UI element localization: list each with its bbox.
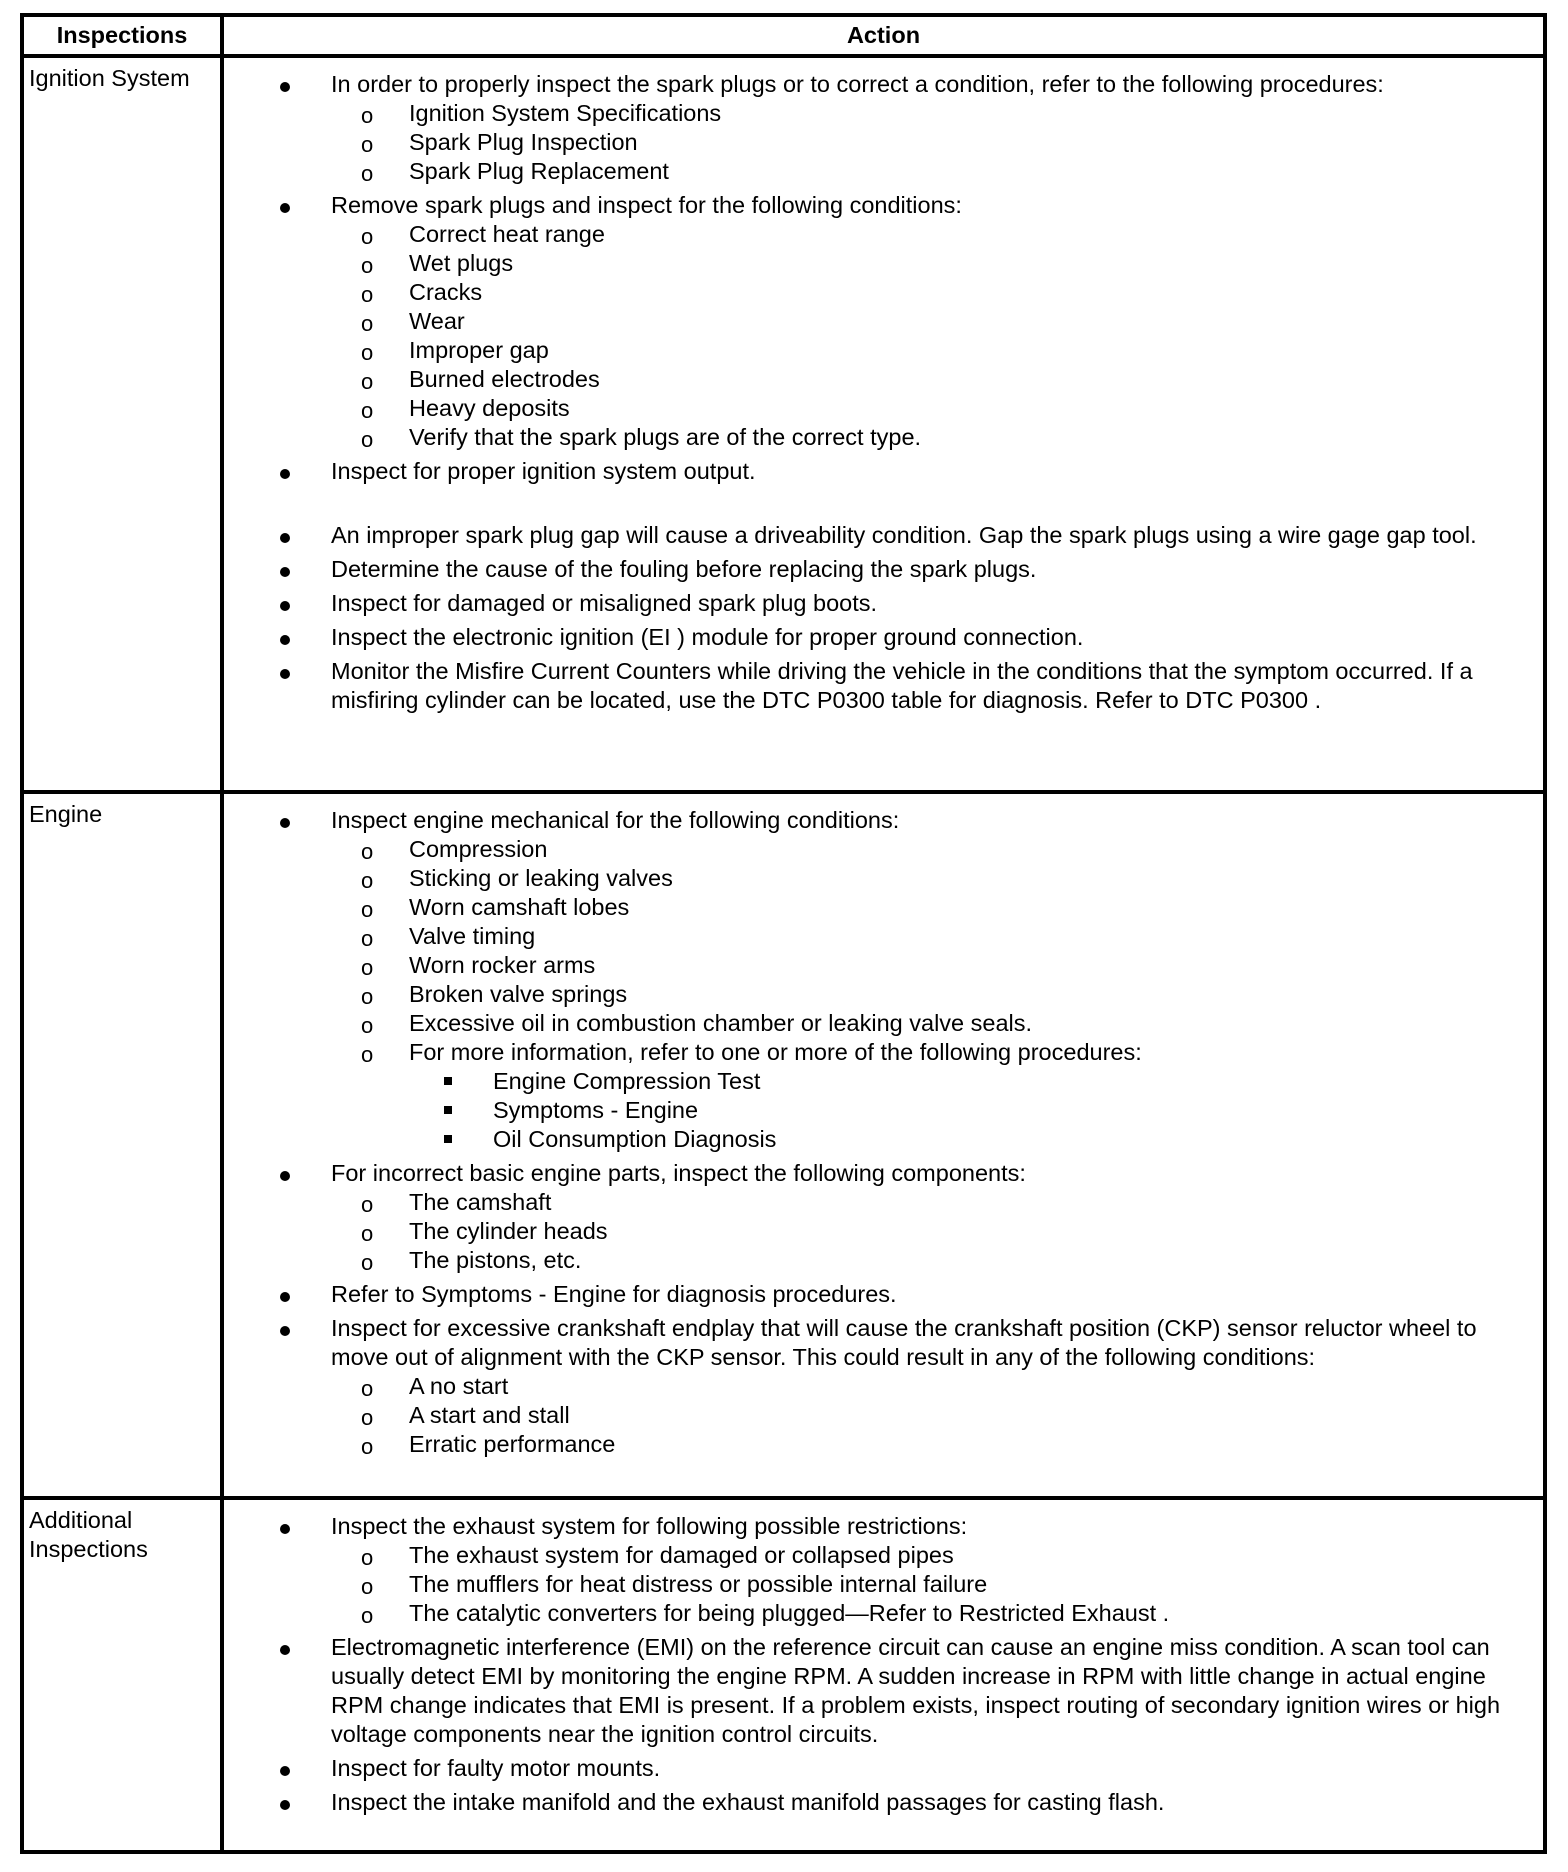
sub-list (308, 99, 1537, 186)
sub-item-text: A no start (409, 1373, 509, 1399)
inspection-cell: Additional Inspections (22, 1498, 222, 1852)
circle-bullet-icon: o (361, 1603, 374, 1628)
list-item-text: Inspect engine mechanical for the following conditions: (331, 807, 900, 833)
sub-item-text: Burned electrodes (409, 366, 600, 392)
action-list (224, 806, 1537, 1459)
sub-sub-list-item (392, 1067, 1537, 1096)
list-item (224, 555, 1537, 584)
sub-list-item (308, 1430, 1537, 1459)
circle-bullet-icon: o (361, 984, 374, 1009)
sub-list-item (308, 220, 1537, 249)
circle-bullet-icon: o (361, 311, 374, 336)
sub-list-item (308, 249, 1537, 278)
sub-item-text: The pistons, etc. (409, 1247, 582, 1273)
header-inspections: Inspections (22, 15, 222, 56)
bullet-icon (280, 469, 290, 479)
circle-bullet-icon: o (361, 427, 374, 452)
spacer (224, 491, 1537, 521)
list-item-text: In order to properly inspect the spark plugs or to correct a condition, refer to the following procedures: (331, 71, 1384, 97)
list-item (224, 1314, 1537, 1459)
list-item (224, 521, 1537, 550)
bullet-icon (280, 567, 290, 577)
sub-list-item (308, 1188, 1537, 1217)
circle-bullet-icon: o (361, 1405, 374, 1430)
sub-list-item (308, 423, 1537, 452)
circle-bullet-icon: o (361, 1434, 374, 1459)
circle-bullet-icon: o (361, 1192, 374, 1217)
sub-sub-list-item (392, 1125, 1537, 1154)
list-item (224, 623, 1537, 652)
sub-list-item (308, 307, 1537, 336)
list-item (224, 806, 1537, 1154)
header-action: Action (222, 15, 1545, 56)
sub-list-item (308, 1217, 1537, 1246)
sub-item-text: Wear (409, 308, 465, 334)
list-item-text: Determine the cause of the fouling before replacing the spark plugs. (331, 556, 1037, 582)
list-item (224, 191, 1537, 452)
sub-list-item (308, 980, 1537, 1009)
inspections-table (20, 13, 1547, 1854)
list-item-text: Inspect for damaged or misaligned spark plug boots. (331, 590, 878, 616)
sub-list (308, 1372, 1537, 1459)
sub-list-item (308, 99, 1537, 128)
header-row (22, 15, 1545, 56)
table-row (22, 1498, 1545, 1852)
circle-bullet-icon: o (361, 224, 374, 249)
sub-item-text: A start and stall (409, 1402, 570, 1428)
list-item-text: For incorrect basic engine parts, inspect the following components: (331, 1160, 1026, 1186)
sub-item-text: Valve timing (409, 923, 536, 949)
circle-bullet-icon: o (361, 253, 374, 278)
sub-list-item (308, 128, 1537, 157)
sub-sub-item-text: Engine Compression Test (493, 1068, 761, 1094)
circle-bullet-icon: o (361, 1376, 374, 1401)
circle-bullet-icon: o (361, 1545, 374, 1570)
list-item-text: Inspect the intake manifold and the exhaust manifold passages for casting flash. (331, 1789, 1165, 1815)
square-bullet-icon (444, 1077, 452, 1085)
bullet-icon (280, 1800, 290, 1810)
bullet-icon (280, 1524, 290, 1534)
bullet-icon (280, 203, 290, 213)
circle-bullet-icon: o (361, 369, 374, 394)
sub-item-text: Correct heat range (409, 221, 605, 247)
sub-item-text: Spark Plug Inspection (409, 129, 638, 155)
sub-list-item (308, 365, 1537, 394)
sub-sub-list-item (392, 1096, 1537, 1125)
sub-item-text: The catalytic converters for being plugged—Refer to Restricted Exhaust . (409, 1600, 1170, 1626)
bullet-icon (280, 1292, 290, 1302)
circle-bullet-icon: o (361, 1221, 374, 1246)
table-row (22, 792, 1545, 1498)
sub-list-item (308, 1599, 1537, 1628)
inspection-cell: Ignition System (22, 56, 222, 792)
sub-item-text: Heavy deposits (409, 395, 570, 421)
sub-list-item (308, 278, 1537, 307)
circle-bullet-icon: o (361, 1574, 374, 1599)
sub-item-text: Erratic performance (409, 1431, 616, 1457)
circle-bullet-icon: o (361, 1250, 374, 1275)
circle-bullet-icon: o (361, 868, 374, 893)
list-item (224, 589, 1537, 618)
list-item (224, 1159, 1537, 1275)
list-item-text: Inspect for proper ignition system output. (331, 458, 756, 484)
action-cell (222, 792, 1545, 1498)
sub-item-text: Worn rocker arms (409, 952, 596, 978)
circle-bullet-icon: o (361, 103, 374, 128)
action-list (224, 1512, 1537, 1817)
sub-list-item (308, 1372, 1537, 1401)
list-item (224, 457, 1537, 486)
action-cell (222, 56, 1545, 792)
sub-list-item (308, 1009, 1537, 1038)
table-row (22, 56, 1545, 792)
sub-list (308, 1188, 1537, 1275)
circle-bullet-icon: o (361, 955, 374, 980)
square-bullet-icon (444, 1135, 452, 1143)
list-item-text: Inspect for excessive crankshaft endplay that will cause the crankshaft position (CKP) sensor reluctor wheel to move out of alignment with the CKP sensor. This could result in any of the following conditions: (331, 1315, 1477, 1370)
bullet-icon (280, 1766, 290, 1776)
bullet-icon (280, 533, 290, 543)
list-item-text: Refer to Symptoms - Engine for diagnosis procedures. (331, 1281, 897, 1307)
list-item (224, 657, 1537, 715)
inspection-cell: Engine (22, 792, 222, 1498)
sub-item-text: The mufflers for heat distress or possible internal failure (409, 1571, 988, 1597)
sub-item-text: The cylinder heads (409, 1218, 608, 1244)
bullet-icon (280, 1645, 290, 1655)
sub-list-item (308, 157, 1537, 186)
sub-list-item (308, 394, 1537, 423)
sub-list-item (308, 893, 1537, 922)
sub-list-item (308, 922, 1537, 951)
list-item-text: Electromagnetic interference (EMI) on the reference circuit can cause an engine miss condition. A scan tool can usually detect EMI by monitoring the engine RPM. A sudden increase in RPM with little change in actual engine RPM change indicates that EMI is present. If a problem exists, inspect routing of secondary ignition wires or high voltage components near the ignition control circuits. (331, 1634, 1501, 1747)
circle-bullet-icon: o (361, 926, 374, 951)
sub-item-text: For more information, refer to one or more of the following procedures: (409, 1039, 1142, 1065)
list-item-text: An improper spark plug gap will cause a driveability condition. Gap the spark plugs using a wire gage gap tool. (331, 522, 1477, 548)
circle-bullet-icon: o (361, 398, 374, 423)
action-cell (222, 1498, 1545, 1852)
sub-list-item (308, 1541, 1537, 1570)
action-list (224, 70, 1537, 715)
list-item (224, 1633, 1537, 1749)
bullet-icon (280, 601, 290, 611)
sub-list-item (308, 1038, 1537, 1154)
circle-bullet-icon: o (361, 839, 374, 864)
sub-list-item (308, 336, 1537, 365)
sub-list-item (308, 835, 1537, 864)
circle-bullet-icon: o (361, 1013, 374, 1038)
sub-item-text: Wet plugs (409, 250, 514, 276)
sub-item-text: Spark Plug Replacement (409, 158, 669, 184)
list-item-text: Inspect for faulty motor mounts. (331, 1755, 661, 1781)
list-item (224, 1788, 1537, 1817)
sub-sub-item-text: Symptoms - Engine (493, 1097, 699, 1123)
bullet-icon (280, 1171, 290, 1181)
list-item-text: Inspect the electronic ignition (EI ) module for proper ground connection. (331, 624, 1084, 650)
sub-list-item (308, 1246, 1537, 1275)
sub-list (308, 835, 1537, 1154)
list-item-text: Inspect the exhaust system for following possible restrictions: (331, 1513, 968, 1539)
circle-bullet-icon: o (361, 340, 374, 365)
bullet-icon (280, 818, 290, 828)
circle-bullet-icon: o (361, 161, 374, 186)
circle-bullet-icon: o (361, 897, 374, 922)
sub-sub-list (392, 1067, 1537, 1154)
circle-bullet-icon: o (361, 132, 374, 157)
circle-bullet-icon: o (361, 282, 374, 307)
list-item-text: Monitor the Misfire Current Counters while driving the vehicle in the conditions that the symptom occurred. If a misfiring cylinder can be located, use the DTC P0300 table for diagnosis. Refer to DTC P0300 . (331, 658, 1473, 713)
list-item (224, 1754, 1537, 1783)
bullet-icon (280, 669, 290, 679)
sub-item-text: Ignition System Specifications (409, 100, 722, 126)
sub-item-text: Improper gap (409, 337, 549, 363)
sub-list (308, 1541, 1537, 1628)
square-bullet-icon (444, 1106, 452, 1114)
bullet-icon (280, 635, 290, 645)
sub-item-text: Worn camshaft lobes (409, 894, 630, 920)
list-item (224, 1280, 1537, 1309)
sub-item-text: Cracks (409, 279, 483, 305)
sub-item-text: Sticking or leaking valves (409, 865, 673, 891)
list-item-text: Remove spark plugs and inspect for the following conditions: (331, 192, 962, 218)
bullet-icon (280, 82, 290, 92)
sub-item-text: Broken valve springs (409, 981, 628, 1007)
list-item (224, 70, 1537, 186)
sub-item-text: The exhaust system for damaged or collapsed pipes (409, 1542, 954, 1568)
bullet-icon (280, 1326, 290, 1336)
sub-list-item (308, 951, 1537, 980)
sub-list (308, 220, 1537, 452)
sub-list-item (308, 1570, 1537, 1599)
sub-item-text: Verify that the spark plugs are of the correct type. (409, 424, 922, 450)
sub-item-text: The camshaft (409, 1189, 552, 1215)
list-item (224, 1512, 1537, 1628)
sub-list-item (308, 1401, 1537, 1430)
sub-item-text: Excessive oil in combustion chamber or leaking valve seals. (409, 1010, 1033, 1036)
sub-list-item (308, 864, 1537, 893)
sub-item-text: Compression (409, 836, 548, 862)
circle-bullet-icon: o (361, 1042, 374, 1067)
sub-sub-item-text: Oil Consumption Diagnosis (493, 1126, 777, 1152)
